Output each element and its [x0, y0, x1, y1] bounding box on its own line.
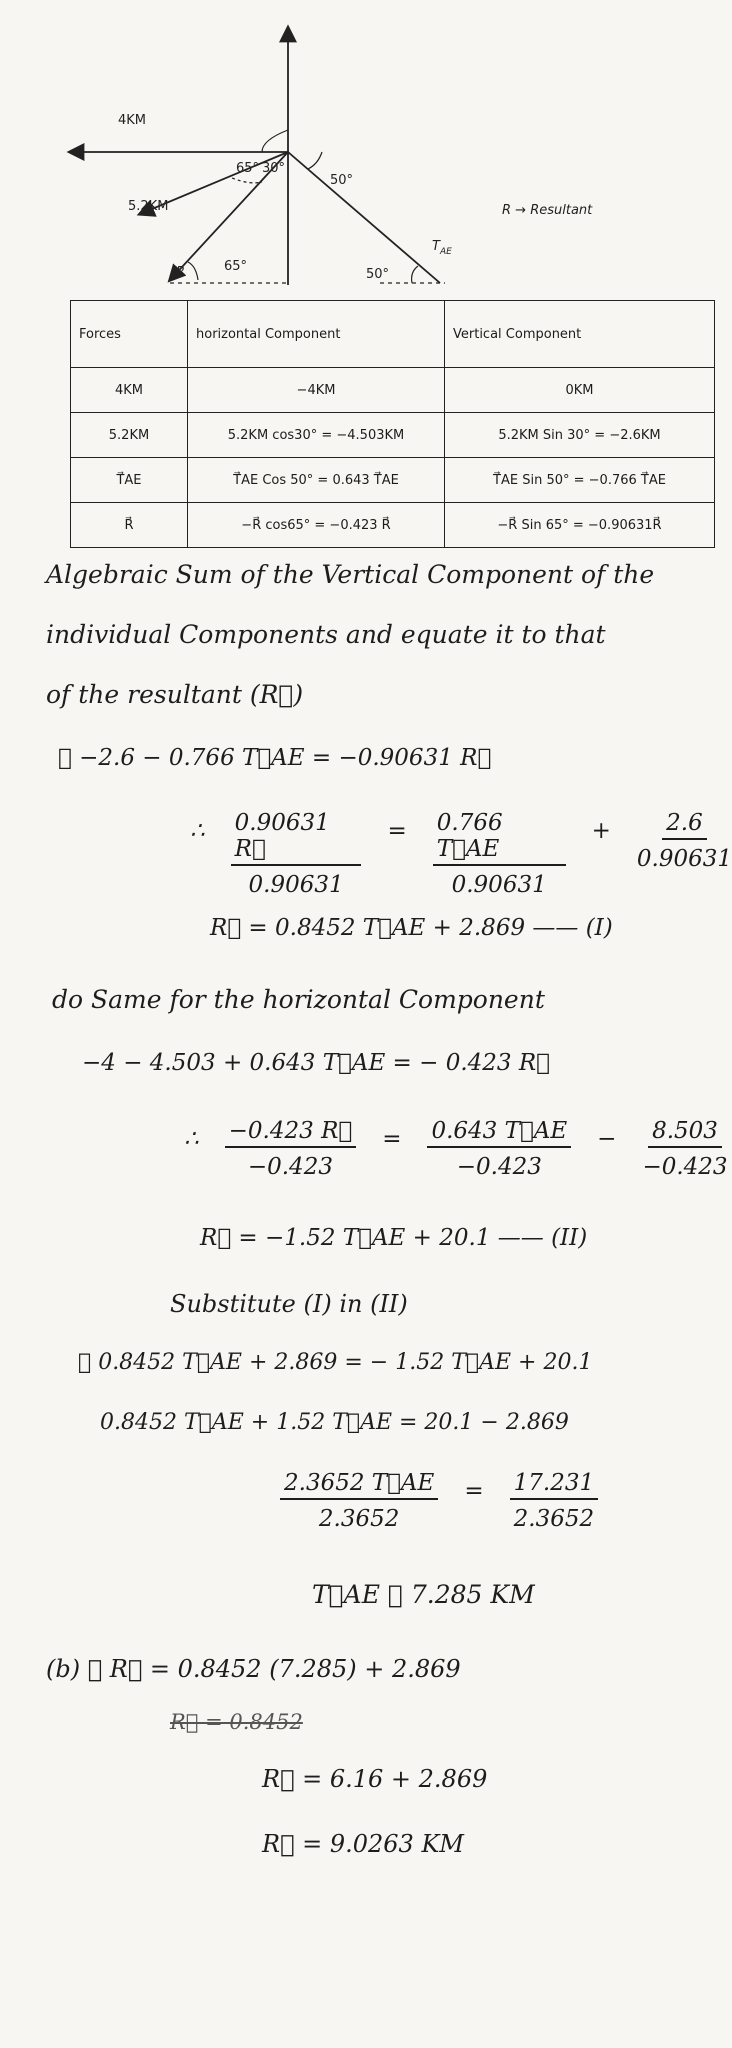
- label-4km: 4KM: [118, 113, 147, 128]
- angle-50-top: 50°: [330, 173, 354, 188]
- equation: R⃗ = 0.8452 T⃗AE + 2.869 —— (I): [210, 915, 613, 941]
- angle-arc-30: [262, 130, 288, 152]
- table-cell: −R⃗ Sin 65° = −0.90631R⃗: [445, 503, 715, 548]
- angle-arc-50-bottom: [412, 266, 418, 283]
- fraction: $\frac{-0.423 R⃗}{-0.423}$: [225, 1118, 357, 1180]
- table-cell: T⃗AE Cos 50° = 0.643 T⃗AE: [188, 458, 445, 503]
- angle-65-left: 65°: [236, 161, 260, 176]
- equation: ∴ −2.6 − 0.766 T⃗AE = −0.90631 R⃗: [58, 745, 492, 771]
- fraction: $\frac{17.231}{2.3652}$: [510, 1470, 598, 1532]
- vector-tae: [288, 152, 440, 283]
- fraction-row: [184, 1118, 728, 1180]
- text-line: Algebraic Sum of the Vertical Component of the: [46, 560, 655, 589]
- components-table-wrap: [70, 300, 715, 548]
- therefore-symbol: ∴: [184, 1126, 199, 1152]
- fraction: $\frac{0.766 T⃗AE}{0.90631}$: [433, 810, 566, 898]
- angle-30: 30°: [262, 161, 286, 176]
- text-line: do Same for the horizontal Component: [52, 985, 545, 1014]
- fraction-row: [190, 810, 732, 898]
- text-line: individual Components and equate it to that: [46, 620, 606, 649]
- equals-symbol: =: [464, 1478, 484, 1504]
- minus-symbol: −: [597, 1126, 617, 1152]
- text-line: Substitute (I) in (II): [170, 1290, 408, 1318]
- text-line: of the resultant (R⃗): [46, 680, 304, 709]
- equation: ∴ 0.8452 T⃗AE + 2.869 = − 1.52 T⃗AE + 20.1: [78, 1350, 593, 1375]
- fraction: $\frac{0.90631 R⃗}{0.90631}$: [231, 810, 362, 898]
- label-5-2km: 5.2KM: [128, 199, 169, 214]
- angle-arc-50-top: [308, 152, 322, 169]
- fraction: $\frac{2.6}{0.90631}$: [636, 810, 732, 872]
- table-cell: T⃗AE: [71, 458, 188, 503]
- equation: T⃗AE ≅ 7.285 KM: [312, 1580, 535, 1609]
- label-r: R: [176, 265, 186, 280]
- label-t: $T_{AE}$: [432, 239, 452, 257]
- plus-symbol: +: [591, 818, 611, 844]
- therefore-symbol: ∴: [190, 818, 205, 844]
- equation: R⃗ = −1.52 T⃗AE + 20.1 —— (II): [200, 1225, 588, 1251]
- table-header: Vertical Component: [445, 301, 715, 368]
- fraction: $\frac{8.503}{-0.423}$: [642, 1118, 728, 1180]
- angle-50-bottom: 50°: [366, 267, 390, 282]
- equation: 0.8452 T⃗AE + 1.52 T⃗AE = 20.1 − 2.869: [100, 1410, 569, 1435]
- fraction: $\frac{0.643 T⃗AE}{-0.423}$: [427, 1118, 571, 1180]
- legend-resultant: R → Resultant: [502, 203, 593, 218]
- table-cell: 5.2KM Sin 30° = −2.6KM: [445, 413, 715, 458]
- equals-symbol: =: [382, 1126, 402, 1152]
- components-table: [70, 300, 715, 548]
- table-row: [71, 368, 715, 413]
- table-cell: 5.2KM: [71, 413, 188, 458]
- fraction-row: [280, 1470, 598, 1532]
- table-cell: 5.2KM cos30° = −4.503KM: [188, 413, 445, 458]
- angle-65-bottom: 65°: [224, 259, 248, 274]
- equation: R⃗ = 6.16 + 2.869: [262, 1765, 488, 1793]
- struck-equation: R⃗ = 0.8452: [170, 1710, 303, 1734]
- table-row: [71, 458, 715, 503]
- equals-symbol: =: [387, 818, 407, 844]
- table-header-row: [71, 301, 715, 368]
- equation: (b) ∴ R⃗ = 0.8452 (7.285) + 2.869: [46, 1655, 461, 1683]
- equation: R⃗ = 9.0263 KM: [262, 1830, 464, 1858]
- table-cell: −R⃗ cos65° = −0.423 R⃗: [188, 503, 445, 548]
- table-header: horizontal Component: [188, 301, 445, 368]
- force-diagram: [0, 0, 732, 290]
- table-row: [71, 413, 715, 458]
- equation: −4 − 4.503 + 0.643 T⃗AE = − 0.423 R⃗: [82, 1050, 550, 1076]
- fraction: $\frac{2.3652 T⃗AE}{2.3652}$: [280, 1470, 438, 1532]
- table-row: [71, 503, 715, 548]
- angle-arc-65-bottom: [188, 262, 198, 280]
- table-cell: T⃗AE Sin 50° = −0.766 T⃗AE: [445, 458, 715, 503]
- table-cell: 0KM: [445, 368, 715, 413]
- table-cell: R⃗: [71, 503, 188, 548]
- table-cell: −4KM: [188, 368, 445, 413]
- table-cell: 4KM: [71, 368, 188, 413]
- dashed-arc: [232, 178, 262, 183]
- table-header: Forces: [71, 301, 188, 368]
